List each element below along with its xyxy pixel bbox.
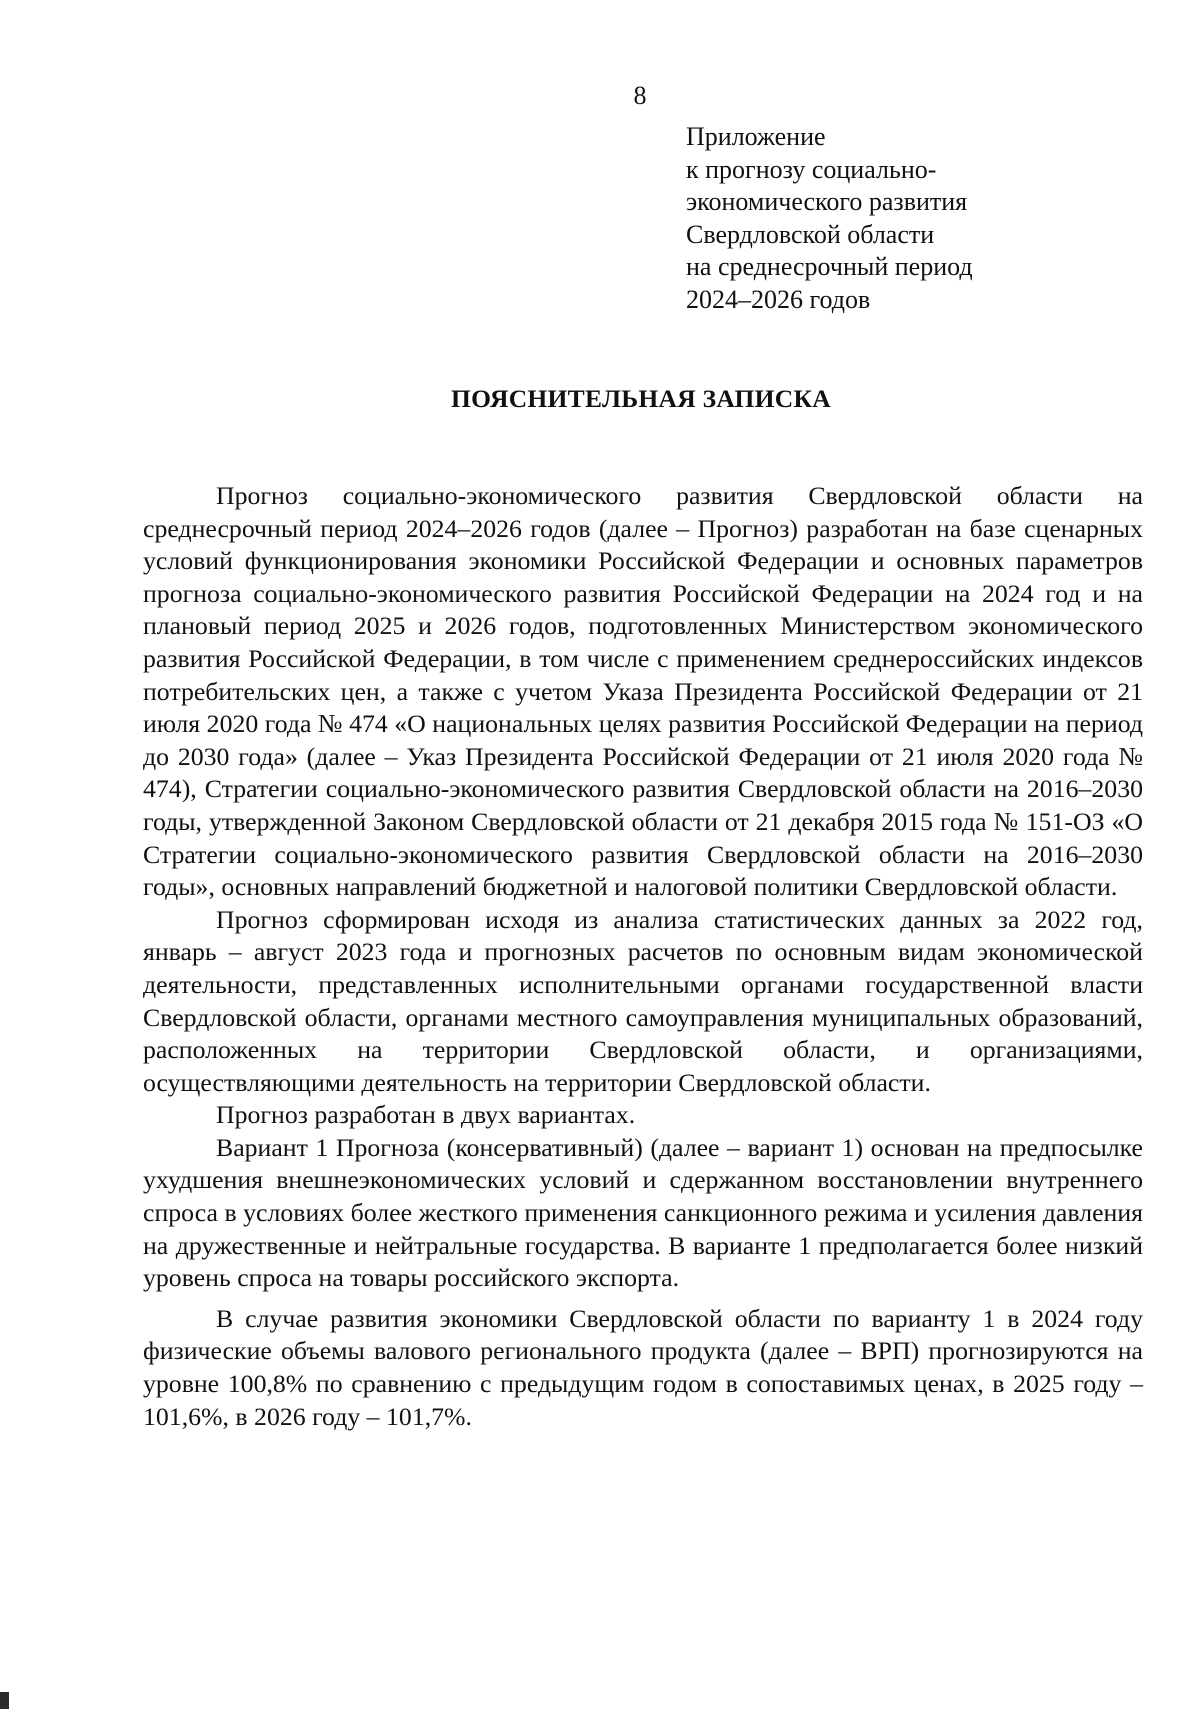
appendix-line: 2024–2026 годов bbox=[686, 284, 871, 314]
scan-edge-mark bbox=[0, 1692, 9, 1709]
body-paragraph: Прогноз разработан в двух вариантах. bbox=[216, 1100, 636, 1130]
appendix-line: Свердловской области bbox=[686, 219, 935, 249]
appendix-line: на среднесрочный период bbox=[686, 252, 973, 281]
body-paragraph: В случае развития экономики Свердловской области по варианту 1 в 2024 году физические объемы валового регионального продукта (далее – ВРП) прогнозируются на уровне 100,8% по сравнению с предыдущим годом в сопоставимых ценах, в 2025 году – 101,6%, в 2026 году – 101,7%. bbox=[143, 1303, 1143, 1431]
document-body bbox=[143, 480, 1143, 1433]
appendix-line: к прогнозу социально- bbox=[686, 154, 937, 184]
appendix-note bbox=[686, 121, 1106, 316]
body-paragraph: Прогноз сформирован исходя из анализа статистических данных за 2022 год, январь – август 2023 года и прогнозных расчетов по основным видам экономической деятельности, представленных исполнительными органами государственной власти Свердловской области, органами местного самоуправления муниципальных образований, расположенных на территории Свердловской области, и организациями, осуществляющими деятельность на территории Свердловской области. bbox=[143, 904, 1143, 1097]
appendix-line: Приложение bbox=[686, 122, 826, 151]
body-paragraph: Вариант 1 Прогноза (консервативный) (далее – вариант 1) основан на предпосылке ухудшения внешнеэкономических условий и сдержанном восстановлении внутреннего спроса в условиях более жесткого применения санкционного режима и усиления давления на дружественные и нейтральные государства. В варианте 1 предполагается более низкий уровень спроса на товары российского экспорта. bbox=[143, 1132, 1143, 1293]
page-number: 8 bbox=[633, 81, 647, 110]
document-title: ПОЯСНИТЕЛЬНАЯ ЗАПИСКА bbox=[450, 384, 831, 413]
body-paragraph: Прогноз социально-экономического развития Свердловской области на среднесрочный период 2024–2026 годов (далее – Прогноз) разработан на базе сценарных условий функционирования экономики Российской Федерации и основных параметров прогноза социально-экономического развития Российской Федерации на 2024 год и на плановый период 2025 и 2026 годов, подготовленных Министерством экономического развития Российской Федерации, в том числе с применением среднероссийских индексов потребительских цен, а также с учетом Указа Президента Российской Федерации от 21 июля 2020 года № 474 «О национальных целях развития Российской Федерации на период до 2030 года» (далее – Указ Президента Российской Федерации от 21 июля 2020 года № 474), Стратегии социально-экономического развития Свердловской области на 2016–2030 годы, утвержденной Законом Свердловской области от 21 декабря 2015 года № 151-ОЗ «О Стратегии социально-экономического развития Свердловской области на 2016–2030 годы», основных направлений бюджетной и налоговой политики Свердловской области. bbox=[143, 481, 1143, 902]
appendix-line: экономического развития bbox=[686, 187, 968, 216]
